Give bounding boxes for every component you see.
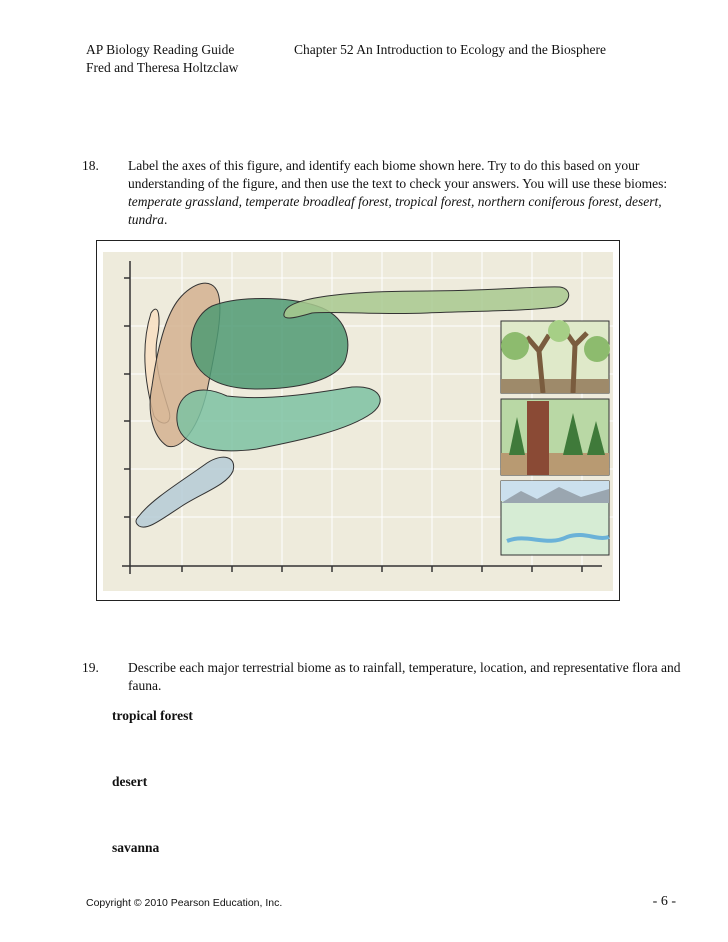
climograph	[97, 241, 619, 600]
biome-label-desert: desert	[112, 774, 148, 789]
question-text-plain: Label the axes of this figure, and identify each biome shown here. Try to do this based on your understanding of the figure, and then use the text to check your answers. You will use these biomes:	[128, 158, 668, 191]
question-19	[82, 659, 692, 697]
chapter-title: Chapter 52 An Introduction to Ecology and the Biosphere	[294, 42, 606, 57]
question-number: 19.	[82, 660, 99, 675]
biome-label-tropical-forest: tropical forest	[112, 708, 193, 723]
biome-label-savanna: savanna	[112, 840, 160, 855]
coniferous-forest-panel-icon	[501, 399, 609, 475]
copyright: Copyright © 2010 Pearson Education, Inc.	[86, 897, 283, 909]
guide-title: AP Biology Reading Guide	[86, 42, 235, 57]
authors: Fred and Theresa Holtzclaw	[86, 60, 239, 75]
grassland-panel-icon	[501, 481, 609, 555]
biome-list: temperate grassland, temperate broadleaf forest, tropical forest, northern coniferous forest, desert, tundra	[128, 194, 662, 227]
broadleaf-forest-panel-icon	[501, 320, 610, 393]
page-number: - 6 -	[652, 894, 676, 909]
question-18	[82, 157, 692, 229]
question-text: Describe each major terrestrial biome as to rainfall, temperature, location, and representative flora and fauna.	[128, 660, 681, 693]
question-text	[128, 157, 688, 229]
biome-figure	[96, 240, 620, 601]
question-text-end: .	[164, 212, 168, 227]
question-number: 18.	[82, 158, 99, 173]
